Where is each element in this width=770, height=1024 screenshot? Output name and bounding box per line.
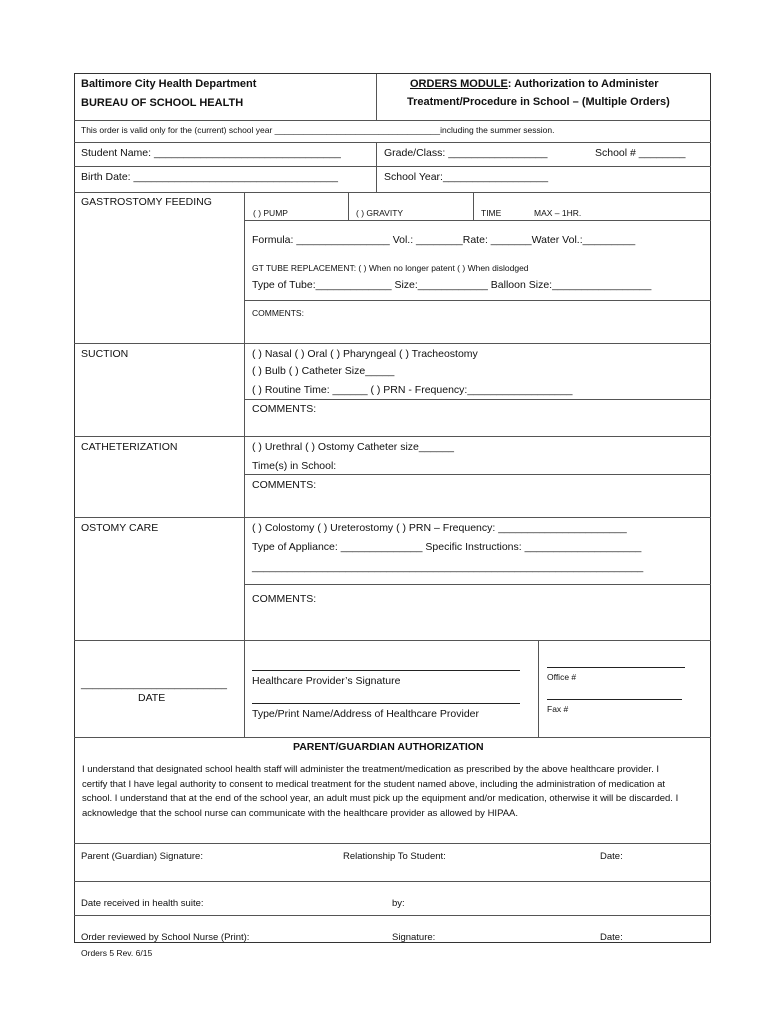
date-line[interactable]: _________________________: [81, 678, 227, 690]
authorization-paragraph: I understand that designated school health staff will administer the treatment/medication as prescribed by the above healthcare provider. I certify that I have legal authority to consent to medical treatment for the student named above, including the administration of medication at school. I understand that at the end of the school year, an adult must pick up the equipment and/or medication, otherwise it will be discarded. I acknowledge that the school nurse can communicate with the healthcare provider as allowed by HIPAA.: [82, 764, 679, 819]
nurse-review-field[interactable]: Order reviewed by School Nurse (Print):: [81, 932, 250, 943]
ostomy-extra-line[interactable]: ___________________________________________________________________: [252, 561, 644, 573]
student-name-field[interactable]: Student Name: ________________________________: [81, 147, 341, 159]
gastrostomy-comments[interactable]: COMMENTS:: [252, 308, 304, 318]
gt-tube-replacement[interactable]: GT TUBE REPLACEMENT: ( ) When no longer patent ( ) When dislodged: [252, 263, 529, 273]
catheterization-label: CATHETERIZATION: [81, 441, 178, 453]
tube-type-field[interactable]: Type of Tube:_____________ Size:____________ Balloon Size:_________________: [252, 279, 652, 291]
time-label: TIME: [481, 208, 502, 218]
grade-class-field[interactable]: Grade/Class: _________________: [384, 147, 548, 159]
gravity-option[interactable]: ( ) GRAVITY: [356, 208, 404, 218]
suction-routine-prn[interactable]: ( ) Routine Time: ______ ( ) PRN - Frequency:__________________: [252, 384, 573, 396]
ostomy-care-label: OSTOMY CARE: [81, 522, 159, 534]
provider-signature-line[interactable]: [252, 670, 520, 671]
form-revision: Orders 5 Rev. 6/15: [81, 948, 153, 958]
catheterization-comments[interactable]: COMMENTS:: [252, 479, 317, 491]
provider-name-line[interactable]: [252, 703, 520, 704]
office-number-line[interactable]: [547, 667, 685, 668]
section-column-divider: [244, 192, 245, 738]
school-year-field[interactable]: School Year:__________________: [384, 171, 549, 183]
date-label: DATE: [138, 692, 166, 704]
gastrostomy-label: GASTROSTOMY FEEDING: [81, 196, 212, 208]
formula-field[interactable]: Formula: ________________ Vol.: ________Rate: _______Water Vol.:_________: [252, 234, 636, 246]
date-received-field[interactable]: Date received in health suite:: [81, 898, 204, 909]
nurse-signature-field[interactable]: Signature:: [392, 932, 436, 943]
ostomy-comments[interactable]: COMMENTS:: [252, 593, 317, 605]
parent-date-field[interactable]: Date:: [600, 851, 623, 862]
school-number-field[interactable]: School # ________: [595, 147, 686, 159]
bureau-name: BUREAU OF SCHOOL HEALTH: [81, 97, 244, 109]
pump-option[interactable]: ( ) PUMP: [253, 208, 288, 218]
validity-note: This order is valid only for the (current) school year ___________________________________including the summer session.: [81, 125, 555, 135]
appliance-instructions[interactable]: Type of Appliance: ______________ Specific Instructions: ____________________: [252, 541, 642, 553]
birth-date-field[interactable]: Birth Date: ___________________________________: [81, 171, 338, 183]
fax-number-label: Fax #: [547, 704, 569, 714]
relationship-field[interactable]: Relationship To Student:: [343, 851, 446, 862]
suction-type-options[interactable]: ( ) Nasal ( ) Oral ( ) Pharyngeal ( ) Tracheostomy: [252, 348, 478, 360]
dept-name: Baltimore City Health Department: [81, 78, 257, 90]
office-number-label: Office #: [547, 672, 577, 682]
suction-label: SUCTION: [81, 348, 129, 360]
module-title: ORDERS MODULE: Authorization to Administer: [410, 78, 659, 90]
provider-name-label: Type/Print Name/Address of Healthcare Provider: [252, 708, 480, 720]
max-time-label: MAX – 1HR.: [534, 208, 582, 218]
provider-signature-label: Healthcare Provider’s Signature: [252, 675, 401, 687]
parent-signature-field[interactable]: Parent (Guardian) Signature:: [81, 851, 203, 862]
nurse-date-field[interactable]: Date:: [600, 932, 623, 943]
received-by-field[interactable]: by:: [392, 898, 405, 909]
catheter-times-field[interactable]: Time(s) in School:: [252, 460, 337, 472]
fax-number-line[interactable]: [547, 699, 682, 700]
module-subtitle: Treatment/Procedure in School – (Multiple Orders): [407, 96, 670, 108]
ostomy-options[interactable]: ( ) Colostomy ( ) Ureterostomy ( ) PRN – Frequency: ______________________: [252, 522, 627, 534]
catheter-options[interactable]: ( ) Urethral ( ) Ostomy Catheter size______: [252, 441, 454, 453]
parent-authorization-title: PARENT/GUARDIAN AUTHORIZATION: [293, 741, 484, 753]
suction-bulb-catheter[interactable]: ( ) Bulb ( ) Catheter Size_____: [252, 365, 395, 377]
header-divider: [376, 74, 377, 120]
suction-comments[interactable]: COMMENTS:: [252, 403, 317, 415]
